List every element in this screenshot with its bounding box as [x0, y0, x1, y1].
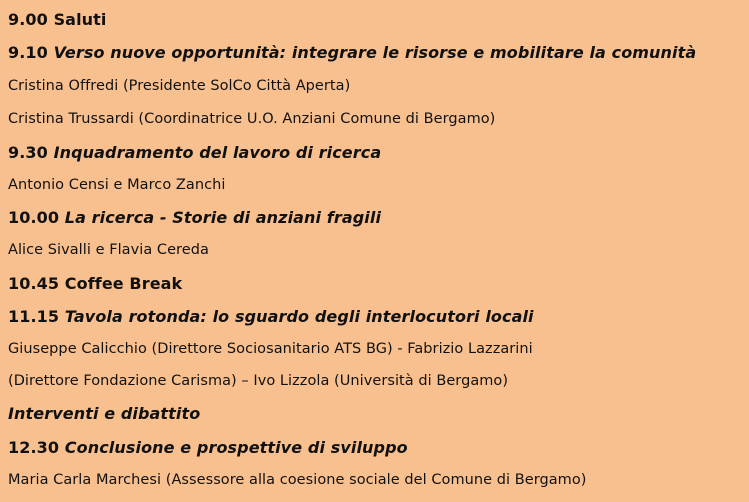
session-title: Conclusione e prospettive di sviluppo — [64, 438, 408, 457]
speaker-line: (Direttore Fondazione Carisma) – Ivo Lizzola (Università di Bergamo) — [8, 373, 509, 389]
session-title: Inquadramento del lavoro di ricerca — [53, 143, 382, 162]
session-title: Interventi e dibattito — [8, 404, 201, 423]
speaker-line: Alice Sivalli e Flavia Cereda — [8, 242, 209, 258]
session-verso-nuove-opportunita — [8, 45, 696, 61]
speaker-line: Maria Carla Marchesi (Assessore alla coesione sociale del Comune di Bergamo) — [8, 472, 587, 488]
session-title: Tavola rotonda: lo sguardo degli interlocutori locali — [64, 307, 534, 326]
session-interventi — [8, 406, 200, 422]
session-time: 11.15 — [8, 307, 60, 326]
session-time: 10.00 — [8, 208, 60, 227]
session-la-ricerca — [8, 210, 381, 226]
session-coffee-break — [8, 276, 182, 292]
speaker-line: Cristina Trussardi (Coordinatrice U.O. Anziani Comune di Bergamo) — [8, 111, 496, 127]
session-time: 10.45 — [8, 274, 60, 293]
speaker-line: Antonio Censi e Marco Zanchi — [8, 177, 226, 193]
speaker-line: Cristina Offredi (Presidente SolCo Città Aperta) — [8, 78, 351, 94]
session-time: 9.30 — [8, 143, 48, 162]
session-time: 12.30 — [8, 438, 60, 457]
session-time: 9.10 — [8, 43, 48, 62]
speaker-line: Giuseppe Calicchio (Direttore Sociosanitario ATS BG) - Fabrizio Lazzarini — [8, 341, 533, 357]
session-inquadramento — [8, 145, 381, 161]
session-time: 9.00 — [8, 10, 48, 29]
session-title: Verso nuove opportunità: integrare le risorse e mobilitare la comunità — [53, 43, 697, 62]
session-title: Coffee Break — [64, 274, 183, 293]
session-title: Saluti — [53, 10, 107, 29]
session-tavola-rotonda — [8, 309, 534, 325]
session-conclusione — [8, 440, 408, 456]
session-saluti — [8, 12, 107, 28]
session-title: La ricerca - Storie di anziani fragili — [64, 208, 382, 227]
